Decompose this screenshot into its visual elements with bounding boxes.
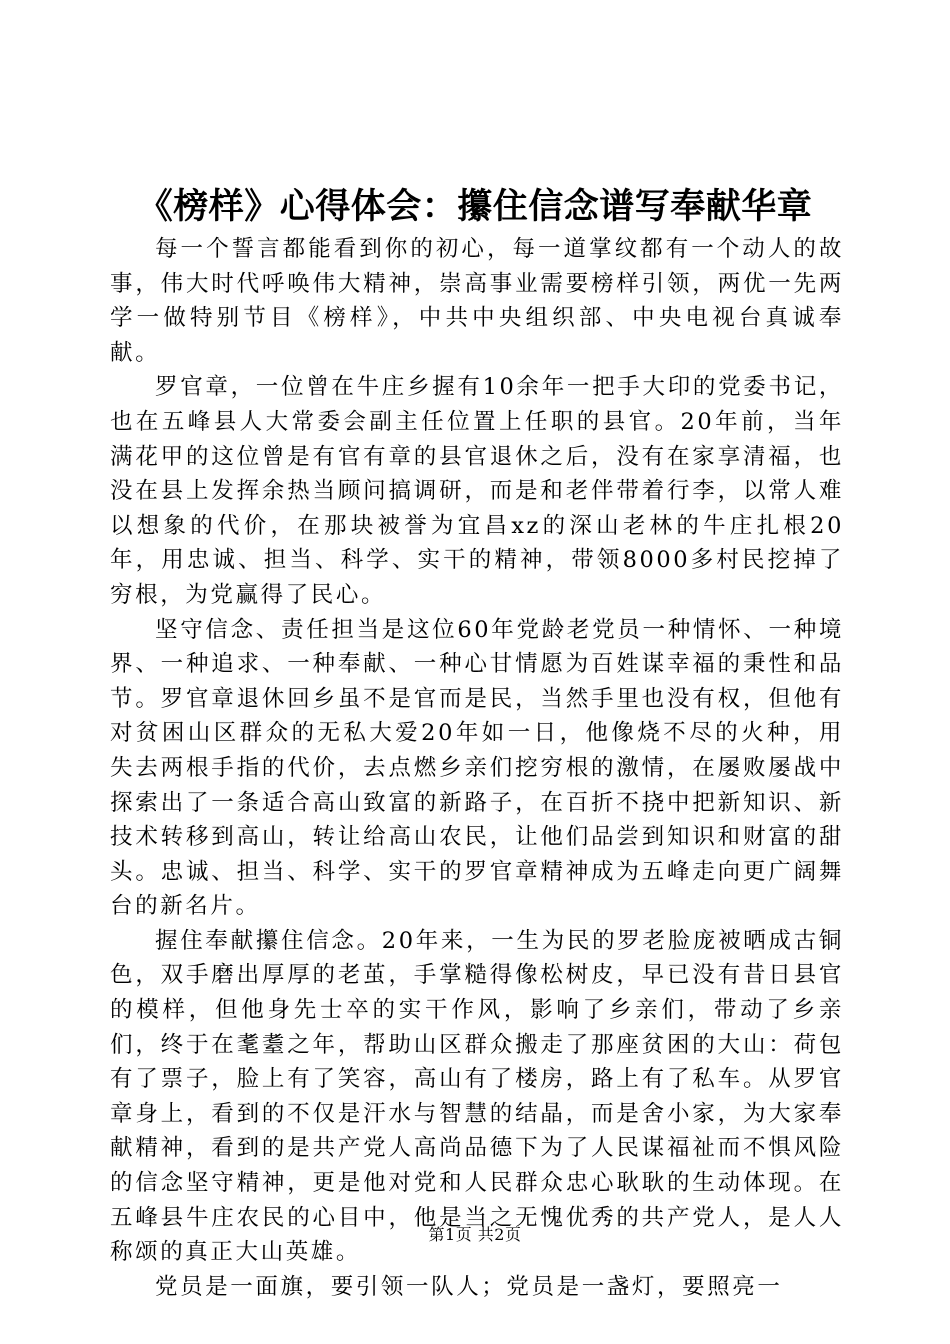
document-title: 《榜样》心得体会：攥住信念谱写奉献华章: [137, 187, 813, 227]
document-body: [110, 232, 844, 1304]
paragraph-luo-guanzhang: 罗官章，一位曾在牛庄乡握有10余年一把手大印的党委书记，也在五峰县人大常委会副主任位置上任职的县官。20年前，当年满花甲的这位曾是有官有章的县官退休之后，没有在家享清福，也没在县上发挥余热当顾问搞调研，而是和老伴带着行李，以常人难以想象的代价，在那块被誉为宜昌xz的深山老林的牛庄扎根20年，用忠诚、担当、科学、实干的精神，带领8000多村民挖掉了穷根，为党赢得了民心。: [110, 374, 844, 608]
page-number-footer: 第1页 共2页: [428, 1225, 522, 1244]
paragraph-dedication: 握住奉献攥住信念。20年来，一生为民的罗老脸庞被晒成古铜色，双手磨出厚厚的老茧，手掌糙得像松树皮，早已没有昔日县官的模样，但他身先士卒的实干作风，影响了乡亲们，带动了乡亲们，终于在耄耋之年，帮助山区群众搬走了那座贫困的大山：荷包有了票子，脸上有了笑容，高山有了楼房，路上有了私车。从罗官章身上，看到的不仅是汗水与智慧的结晶，而是舍小家，为大家奉献精神，看到的是共产党人高尚品德下为了人民谋福祉而不惧风险的信念坚守精神，更是他对党和人民群众忠心耿耿的生动体现。在五峰县牛庄农民的心目中，他是当之无愧优秀的共产党人，是人人称颂的真正大山英雄。: [110, 927, 844, 1266]
paragraph-belief: 坚守信念、责任担当是这位60年党龄老党员一种情怀、一种境界、一种追求、一种奉献、一种心甘情愿为百姓谋幸福的秉性和品节。罗官章退休回乡虽不是官而是民，当然手里也没有权，但他有对贫困山区群众的无私大爱20年如一日，他像烧不尽的火种，用失去两根手指的代价，去点燃乡亲们挖穷根的激情，在屡败屡战中探索出了一条适合高山致富的新路子，在百折不挠中把新知识、新技术转移到高山，转让给高山农民，让他们品尝到知识和财富的甜头。忠诚、担当、科学、实干的罗官章精神成为五峰走向更广阔舞台的新名片。: [110, 616, 844, 920]
paragraph-intro: 每一个誓言都能看到你的初心，每一道掌纹都有一个动人的故事，伟大时代呼唤伟大精神，崇高事业需要榜样引领，两优一先两学一做特别节目《榜样》，中共中央组织部、中央电视台真诚奉献。: [110, 236, 844, 366]
paragraph-party-member: 党员是一面旗，要引领一队人；党员是一盏灯，要照亮一: [155, 1273, 783, 1300]
